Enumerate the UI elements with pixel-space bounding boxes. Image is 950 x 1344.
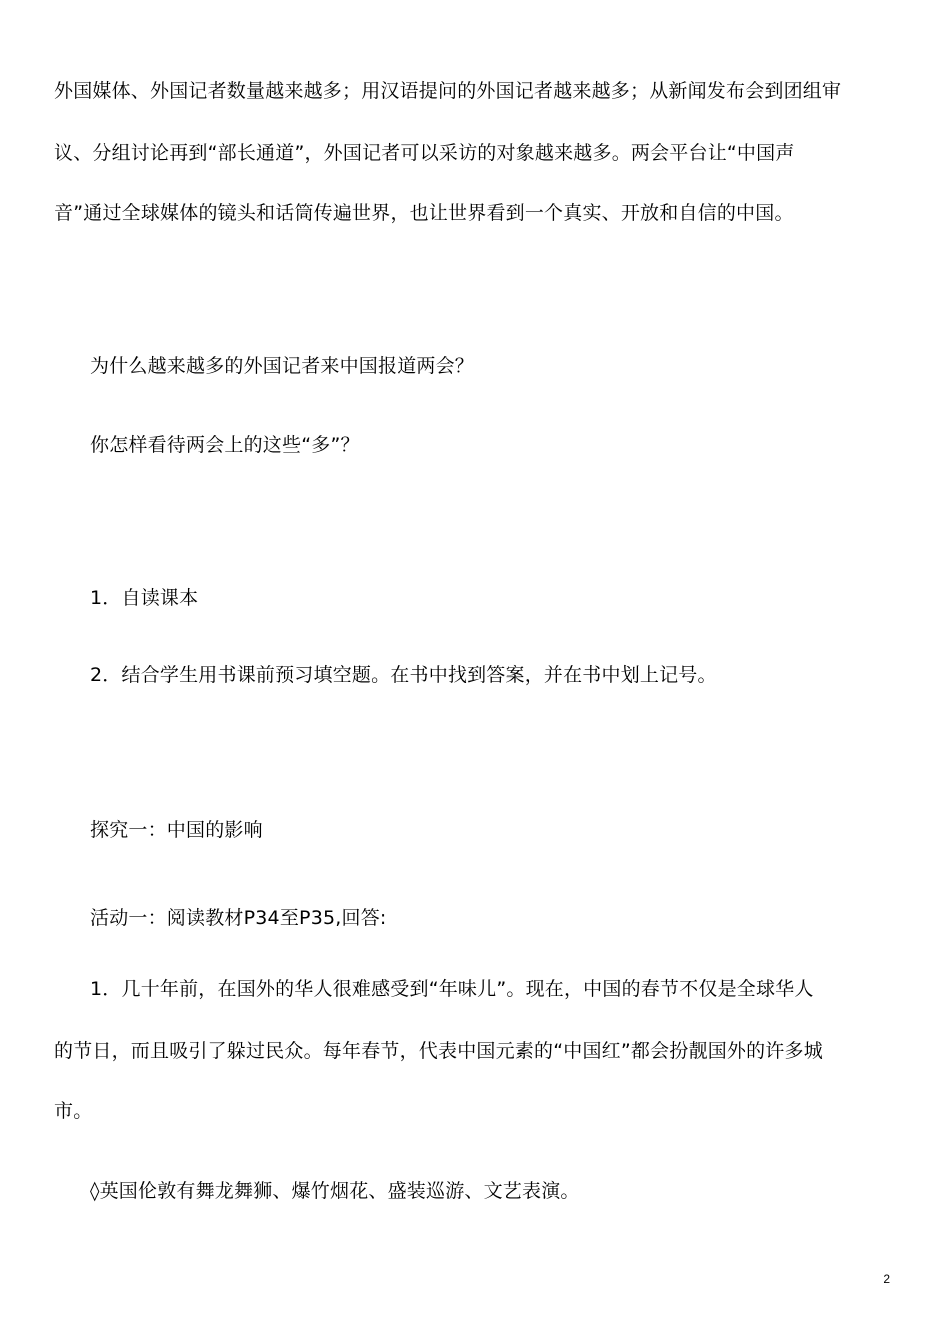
- paragraph1-line3: 音”通过全球媒体的镜头和话筒传遍世界，也让世界看到一个真实、开放和自信的中国。: [54, 202, 794, 224]
- item1-line2: 的节日，而且吸引了躲过民众。每年春节，代表中国元素的“中国红”都会扮靓国外的许多城: [54, 1040, 823, 1062]
- paragraph1-line1: 外国媒体、外国记者数量越来越多；用汉语提问的外国记者越来越多；从新闻发布会到团组审: [54, 80, 842, 102]
- step-1: 1．自读课本: [90, 587, 199, 609]
- explore-title: 探究一：中国的影响: [90, 819, 263, 841]
- page-number: 2: [883, 1272, 890, 1286]
- bullet-item-1: ◊英国伦敦有舞龙舞狮、爆竹烟花、盛装巡游、文艺表演。: [90, 1180, 580, 1202]
- activity-title: 活动一：阅读教材P34至P35,回答:: [90, 907, 387, 929]
- question-2: 你怎样看待两会上的这些“多”？: [90, 434, 360, 456]
- question-1: 为什么越来越多的外国记者来中国报道两会？: [90, 355, 475, 377]
- item1-line3: 市。: [54, 1100, 93, 1122]
- item1-line1: 1．几十年前，在国外的华人很难感受到“年味儿”。现在，中国的春节不仅是全球华人: [90, 978, 814, 1000]
- step-2: 2．结合学生用书课前预习填空题。在书中找到答案，并在书中划上记号。: [90, 664, 717, 686]
- paragraph1-line2: 议、分组讨论再到“部长通道”，外国记者可以采访的对象越来越多。两会平台让“中国声: [54, 142, 795, 164]
